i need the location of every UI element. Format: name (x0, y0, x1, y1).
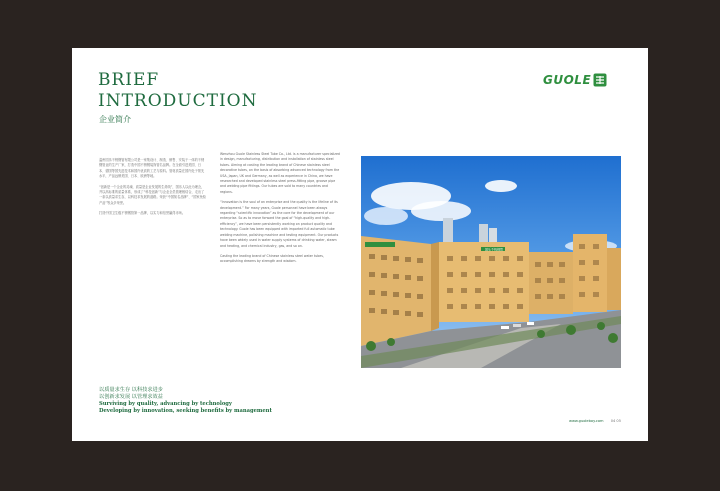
slogan-cn-1: 以质量求生存 以科技求进步 (99, 387, 163, 393)
factory-illustration (361, 156, 621, 368)
body-text-english (220, 152, 340, 270)
page-footer (569, 419, 621, 423)
page-numbers: 04 05 (610, 419, 621, 423)
body-text-chinese (99, 158, 207, 222)
logo-mark-icon (593, 73, 607, 87)
brochure-page (72, 48, 648, 441)
paragraph-cn-1: 温州国乐不锈钢管有限公司是一家集设计、制造、销售、安装于一体的不锈钢管业的生产厂家，打造中国不锈钢装饰管名品牌。在全面引进美国、日本、德国等国先进技术和国内优质的工艺与原料。管材质量在国内处于领先水平，产品远销美国、日本、欧洲等地。 (99, 158, 205, 179)
factory-photo (361, 156, 621, 368)
company-logo (543, 72, 621, 88)
slogan-cn-2: 以创新求发展 以管理求效益 (99, 394, 163, 400)
title-line-2: INTRODUCTION (98, 91, 258, 111)
paragraph-cn-2: “创新是一个企业的灵魂，质量是企业发展的生命线”，国乐人以此为理念，并以高标准的质量体系，形成了“科技创新”与企业全员管理相结合，走出了一条以质量求生存，以科技求发展的道路。荣获“中国知名品牌”、“国家免检产品”等众多荣誉。 (99, 184, 206, 205)
paragraph-en-1: Wenzhou Guole Stainless Steel Tube Co., Ltd. is a manufacturer specialized in design, manufacturing, distribution and installation of stainless steel tubes. Aiming at casting the leading brand of Chinese stainless steel decorative tubes, on the basis of absorbing advanced technology from the USA, Japan, UK and Germany, as well as experience in China, we have researched and developed stainless steel press-fitting pipe, groove pipe and welding pipe fittings. Our tubes are sold to many countries and regions. (220, 152, 340, 194)
slogan-en-2: Developing by innovation, seeking benefits by management (99, 408, 272, 414)
paragraph-en-2: “Innovation is the soul of an enterprise and the quality is the lifeline of its development.” For many years, Guole personnel have been always regarding “scientific innovation” as the core for the development of our enterprise. So as to move forward the goal of “high-quality and high-efficiency”, we have been persistently working on product quality and technology. Guole has been equipped with imported full automatic tube welding machine, polishing machine and testing equipment. Our products have been widely used in water supply systems of drinking water, steam and heating, and chemical industry, gas, and so on. (220, 200, 339, 248)
slogans-block (99, 387, 272, 415)
slogan-en-1: Surviving by quality, advancing by technology (99, 401, 232, 407)
title-line-1: BRIEF (98, 70, 160, 90)
footer-url: www.guoleboy.com (569, 419, 604, 423)
page-subtitle-cn: 企业简介 (99, 115, 131, 124)
page-title (98, 70, 258, 112)
paragraph-cn-3: 打造中国卫生级不锈钢管第一品牌，以实力和信誉赢得市场。 (99, 211, 186, 216)
building-sign: 国乐不锈钢管 (485, 247, 504, 252)
paragraph-en-3: Casting the leading brand of Chinese stainless steel water tubes, accomplishing dreams by strength and wisdom. (220, 253, 324, 264)
logo-wordmark: GUOLE (543, 73, 592, 87)
